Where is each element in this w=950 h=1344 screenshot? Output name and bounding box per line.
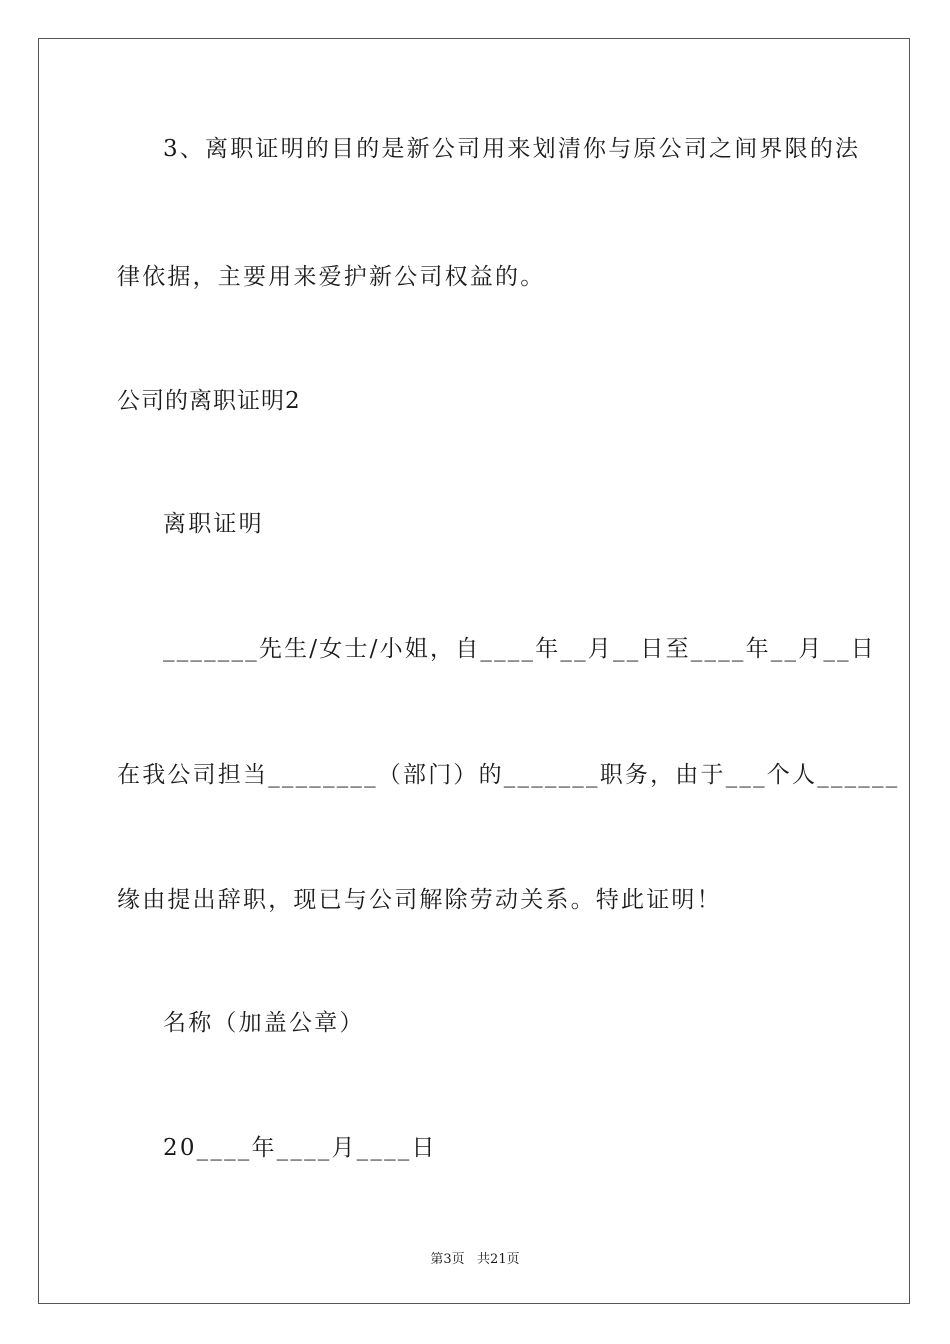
page-frame bbox=[38, 38, 910, 1304]
paragraph-2-line-1: _______先生/女士/小姐，自____年__月__日至____年__月__日 bbox=[163, 636, 876, 662]
signature-line: 名称（加盖公章） bbox=[163, 1010, 365, 1036]
paragraph-2-line-3: 缘由提出辞职，现已与公司解除劳动关系。特此证明！ bbox=[117, 887, 722, 913]
page-footer: 第3页 共21页 bbox=[430, 1252, 520, 1267]
paragraph-1-line-1: 3、离职证明的目的是新公司用来划清你与原公司之间界限的法 bbox=[163, 136, 861, 162]
document-title: 离职证明 bbox=[163, 511, 264, 537]
paragraph-1-line-2: 律依据，主要用来爱护新公司权益的。 bbox=[117, 264, 546, 290]
date-line: 20____年____月____日 bbox=[163, 1135, 437, 1161]
paragraph-2-line-2: 在我公司担当________（部门）的_______职务，由于___个人______ bbox=[117, 762, 900, 788]
section-title: 公司的离职证明2 bbox=[117, 388, 301, 414]
